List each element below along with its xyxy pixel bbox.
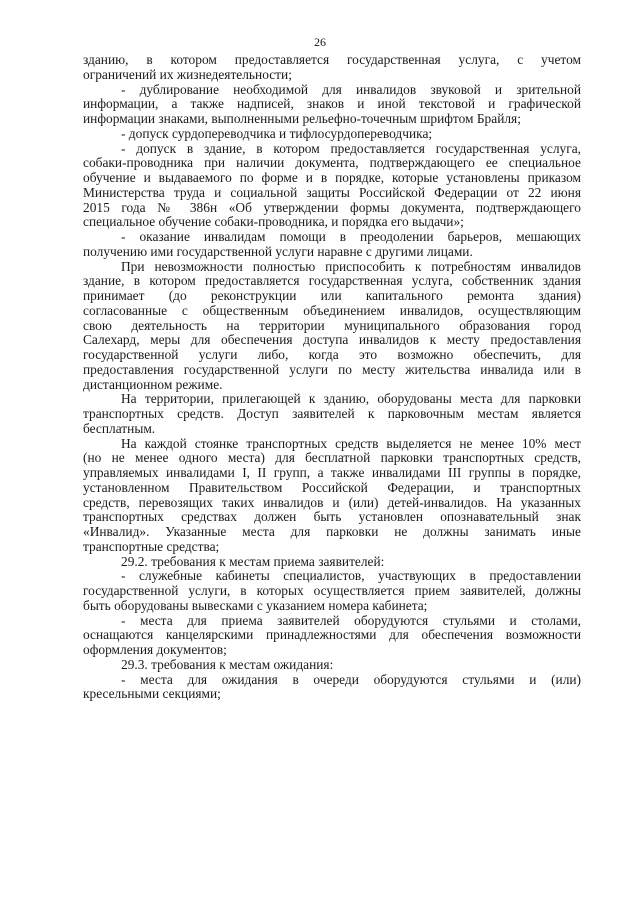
text-line: транспортные средства; [83,538,220,554]
text-line: получению ими государственной услуги наравне с другими лицами. [83,243,473,259]
text-line: собаки-проводника при наличии документа, подтверждающего ее специальное [83,155,581,171]
text-line: - допуск сурдопереводчика и тифлосурдопереводчика; [121,125,433,141]
text-line: информации знаками, выполненными рельефно-точечным шрифтом Брайля; [83,111,521,126]
text-line: зданию, в котором предоставляется государственная услуга, с учетом [83,52,581,67]
text-line: На каждой стоянке транспортных средств выделяется не менее 10% мест [121,435,581,451]
text-line: оформления документов; [83,642,227,657]
text-line: кресельными секциями; [83,686,221,702]
text-line: государственной услуги, в которых осуществляется прием заявителей, должны [83,583,581,598]
text-line: - допуск в здание, в котором предоставляется государственная услуга, [121,140,581,156]
text-line: предоставления государственной услуги по месту жительства инвалида или в [83,361,581,377]
text-line: бесплатным. [83,420,156,436]
text-line: управляемых инвалидами I, II групп, а также инвалидами III группы в порядке, [83,465,581,480]
text-line: - места для приема заявителей оборудуются стульями и столами, [121,612,581,628]
text-line: - оказание инвалидам помощи в преодолении барьеров, мешающих [121,229,581,244]
text-line: Министерства труда и социальной защиты Российской Федерации от 22 июня [83,184,581,200]
text-line: На территории, прилегающей к зданию, оборудованы места для парковки [121,391,581,407]
text-line: оснащаются канцелярскими принадлежностями для обеспечения возможности [83,627,581,643]
document-text [83,53,581,702]
text-line: информации, а также надписей, знаков и иной текстовой и графической [83,96,581,112]
text-line: (но не менее одного места) для бесплатной парковки транспортных средств, [83,450,581,466]
text-line: При невозможности полностью приспособить к потребностям инвалидов [121,258,581,274]
text-line: Салехард, меры для обеспечения доступа инвалидов к месту предоставления [83,332,581,348]
text-line: - служебные кабинеты специалистов, участвующих в предоставлении [121,568,581,584]
text-line: средств, перевозящих таких инвалидов и (или) детей-инвалидов. На указанных [83,494,581,510]
text-line: обучение и выдаваемого по форме и в порядке, которые установлены приказом [83,170,581,185]
text-line: 29.2. требования к местам приема заявителей: [121,553,385,569]
text-line: транспортных средствах должен быть установлен опознавательный знак [83,509,581,525]
text-line: специальное обучение собаки-проводника, и порядка его выдачи»; [83,214,464,230]
text-line: 29.3. требования к местам ожидания: [121,656,334,672]
text-line: транспортных средств. Доступ заявителей к парковочным местам является [83,406,581,421]
text-line: государственной услуги либо, когда это возможно обеспечить, для [83,347,581,362]
text-line: - дублирование необходимой для инвалидов звуковой и зрительной [121,81,581,97]
text-line: дистанционном режиме. [83,376,223,392]
text-line: свою деятельность на территории муниципального образования город [83,317,581,333]
page-number: 26 [314,35,326,49]
text-line: 2015 года № 386н «Об утверждении формы документа, подтверждающего [83,199,581,215]
text-line: «Инвалид». Указанные места для парковки не должны занимать иные [83,524,581,539]
text-line: здание, в котором предоставляется государственная услуга, собственник здания [83,273,581,289]
text-line: ограничений их жизнедеятельности; [83,66,292,82]
text-line: быть оборудованы вывесками с указанием номера кабинета; [83,597,428,613]
text-line: принимает (до реконструкции или капитального ремонта здания) [83,288,581,303]
text-line: - места для ожидания в очереди оборудуются стульями и (или) [121,671,581,687]
text-line: установленном Правительством Российской Федерации, и транспортных [83,479,581,495]
text-line: согласованные с общественным объединением инвалидов, осуществляющим [83,302,581,318]
